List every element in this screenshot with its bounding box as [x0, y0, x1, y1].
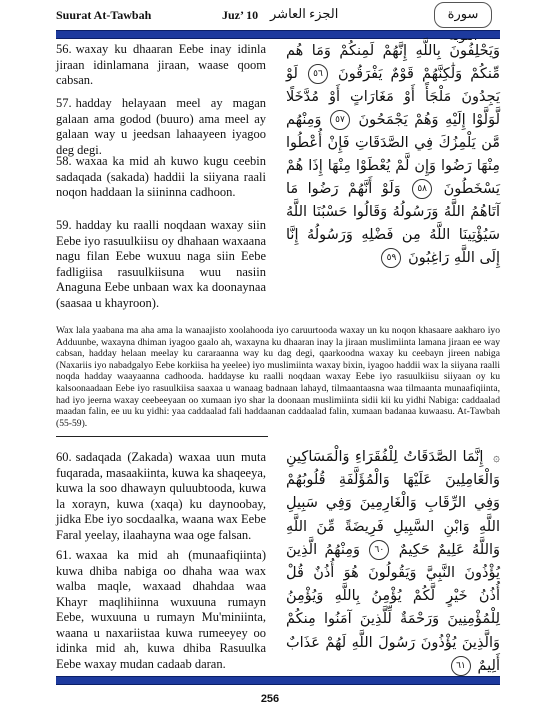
- verse-text: waxay ku dhaaran Eebe inay idinla jiraan idinlamana jiraan, waase qoom cabsan.: [56, 42, 266, 87]
- page-number: 256: [260, 693, 280, 705]
- header-rule-bar: [56, 30, 500, 39]
- footer-rule-bar: [56, 676, 500, 685]
- verse-59: [56, 218, 266, 311]
- ayah-end-marker: ٦٠: [369, 540, 389, 560]
- arabic-line: رَضُوا وَإِن لَّمْ يُعْطَوْا مِنْهَا إِذَا هُمْ يَسْخَطُونَ: [286, 158, 501, 197]
- ayah-end-marker: ٥٧: [330, 110, 350, 130]
- verse-number: 56.: [56, 42, 72, 56]
- verse-56: [56, 42, 266, 89]
- verse-number: 57.: [56, 96, 72, 110]
- verse-58: [56, 154, 266, 201]
- arabic-line: لَّوَلَّوْا إِلَيْهِ وَهُمْ يَجْمَحُونَ: [358, 112, 500, 128]
- arabic-line: فَرِيضَةً مِّنَ اللَّهِ وَاللَّهُ عَلِيمٌ حَكِيمٌ: [286, 518, 501, 558]
- arabic-line: إِنَّمَا الصَّدَقَاتُ لِلْفُقَرَاءِ وَالْمَسَاكِينِ: [286, 449, 484, 465]
- verse-number: 61.: [56, 548, 72, 562]
- verse-text: hadday ku raalli noqdaan waxay siin Eebe iyo rasuulkiisu oy dhahaan waxaana nagu filan Eebe wuxuu naga siin Eebe fadligiisa rasuulkiisuna wuu nasiin Anaguna Eebe unbaan wax ka doonaynaa (saasaa u khayroon).: [56, 218, 266, 310]
- verse-text: hadday helayaan meel ay magan galaan ama godod (buuro) ama meel ay galaan way u jeedsan lahaayeen iyagoo deg degi.: [56, 96, 266, 157]
- verse-number: 60.: [56, 450, 72, 464]
- arabic-juz-label: الجزء العاشر: [270, 6, 339, 21]
- arabic-line: وَمِنْهُمُ الَّذِينَ يُؤْذُونَ النَّبِيَّ وَيَقُولُونَ: [286, 541, 501, 582]
- arabic-line: وَمِنْهُم مَّن يَلْمِزُكَ فِي الصَّدَقَاتِ فَإِنْ أُعْطُوا مِنْهَا: [286, 112, 500, 174]
- arabic-line: وَلَوْ أَنَّهُمْ رَضُوا مَا آتَاهُمُ اللَّهُ: [286, 181, 501, 220]
- arabic-line: مِن فَضْلِهِ وَرَسُولُهُ إِنَّا إِلَى اللَّهِ رَاغِبُونَ: [286, 227, 500, 266]
- ayah-end-marker: ٥٦: [308, 64, 328, 84]
- arabic-line: لَوْ يَجِدُونَ مَلْجَأً أَوْ مَغَارَاتٍ أَوْ مُدَّخَلًا: [286, 66, 500, 105]
- ayah-end-marker: ٥٩: [381, 248, 401, 268]
- verse-57: [56, 96, 266, 158]
- verse-61: [56, 548, 266, 672]
- arabic-text-block-bottom: [286, 446, 500, 678]
- arabic-line: وَيُؤْمِنُ لِلْمُؤْمِنِينَ وَرَحْمَةٌ لِّلَّذِينَ: [286, 588, 500, 628]
- verse-number: 59.: [56, 218, 72, 232]
- verse-60: [56, 450, 266, 543]
- section-divider: [56, 436, 268, 437]
- verse-text: waxaa ka mid ah kuwo kugu ceebin sadaqada (sakada) haddii la siiyana raali noqon haddaan la siininna cadhoon.: [56, 154, 266, 199]
- verse-number: 58.: [56, 154, 72, 168]
- arabic-line: وَلَٰكِنَّهُمْ قَوْمٌ يَفْرَقُونَ: [338, 66, 463, 82]
- arabic-line: وَالْعَامِلِينَ عَلَيْهَا وَالْمُؤَلَّفَةِ قُلُوبُهُمْ وَفِي الرِّقَابِ: [286, 472, 501, 512]
- verse-text: waxaa ka mid ah (munaafiqiinta) kuwa dhiba nabiga oo dhaha waa wax walba maqle, waxaad dhahdaa waa Khayr maqlihiinna wuxuuna rumayn Eebe, wuxuuna u rumayn Mu'miniinta, waana u naxariistaa kuwa rumeeyey oo idinka mid ah, kuwa dhiba Rasuulka Eebe waxay mudan cadaab daran.: [56, 548, 266, 671]
- arabic-line: لَهُمْ عَذَابٌ أَلِيمٌ: [286, 634, 500, 674]
- arabic-line: آمَنُوا مِنكُمْ وَالَّذِينَ يُؤْذُونَ رَسُولَ اللَّهِ: [286, 611, 501, 651]
- surah-title: Suurat At-Tawbah: [56, 8, 152, 22]
- rub-el-hizb-icon: ۞: [492, 450, 501, 464]
- arabic-surah-cartouche: سورة: [434, 2, 492, 28]
- arabic-line: وَيَحْلِفُونَ بِاللَّهِ إِنَّهُمْ لَمِنكُمْ وَمَا هُم مِّنكُمْ: [286, 43, 501, 82]
- arabic-line: هُوَ أُذُنٌ قُلْ أُذُنُ خَيْرٍ لَّكُمْ يُؤْمِنُ بِاللَّهِ: [286, 565, 500, 605]
- ayah-end-marker: ٥٨: [412, 179, 432, 199]
- juz-label: Juz’ 10: [222, 8, 259, 22]
- ayah-end-marker: ٦١: [451, 656, 471, 676]
- arabic-line: وَالْغَارِمِينَ وَفِي سَبِيلِ اللَّهِ وَابْنِ السَّبِيلِ: [286, 495, 501, 535]
- arabic-text-block-top: [286, 40, 500, 270]
- commentary-paragraph: Wax lala yaabana ma aha ama la wanaajisto xoolahooda iyo caruurtooda waxay un ku noqon khasaare aakharo iyo Adduunbe, waxayna dhiman iyagoo gaalo ah, waxayna ku dhaaran inay la jiraan muslimiinta lamana jiraan ee way cabsan, hadday helaan meelay ku cararaanna way ku dag degi, qaarkoodna waxay ku ceebayn jireen nabiga (Naxariis iyo nabadgalyo Eebe korkiisa ha yeelee) iyo muslimiinta waxay bixin, iyagoo haddii wax la siiyana raalli noqda hadday waayaanna cadhooda. haddayse ku raalli noqdaan waxay Eebe iyo rasuulkiisu siiyaan oy ku kalsoonaadaan Eebe iyo rasuulkiisa saaxaa u wanaag badnaan lahayd, tilmaantaasna waa tilmaanta munaafiqiinta, had iyo jeerna waxay ceebeeyaan oo xumaan iyo shar la doonaan muslimiinta sidii kii ku yidhi Nabiga: caddaalad maadan falin, ee uu ku yidhi: yaa caddaalad fali haddaanan caddaalad falin, xumaan badanaa kuwaasu. At-Tawbah (55-59).: [56, 325, 500, 429]
- arabic-line: وَرَسُولُهُ وَقَالُوا حَسْبُنَا اللَّهُ سَيُؤْتِينَا اللَّهُ: [286, 204, 501, 243]
- verse-text: sadaqada (Zakada) waxaa uun muta fuqarada, masaakiinta, kuwa ka shaqeeya, kuwa la soo dhawayn quluubtooda, kuwa la xorayn, kuwa (xaqa) ku daynoobay, jidka Ebe iyo socdaalka, waana wax Eebe Faral yeelay, ilaahayna waa oge falsan.: [56, 450, 266, 542]
